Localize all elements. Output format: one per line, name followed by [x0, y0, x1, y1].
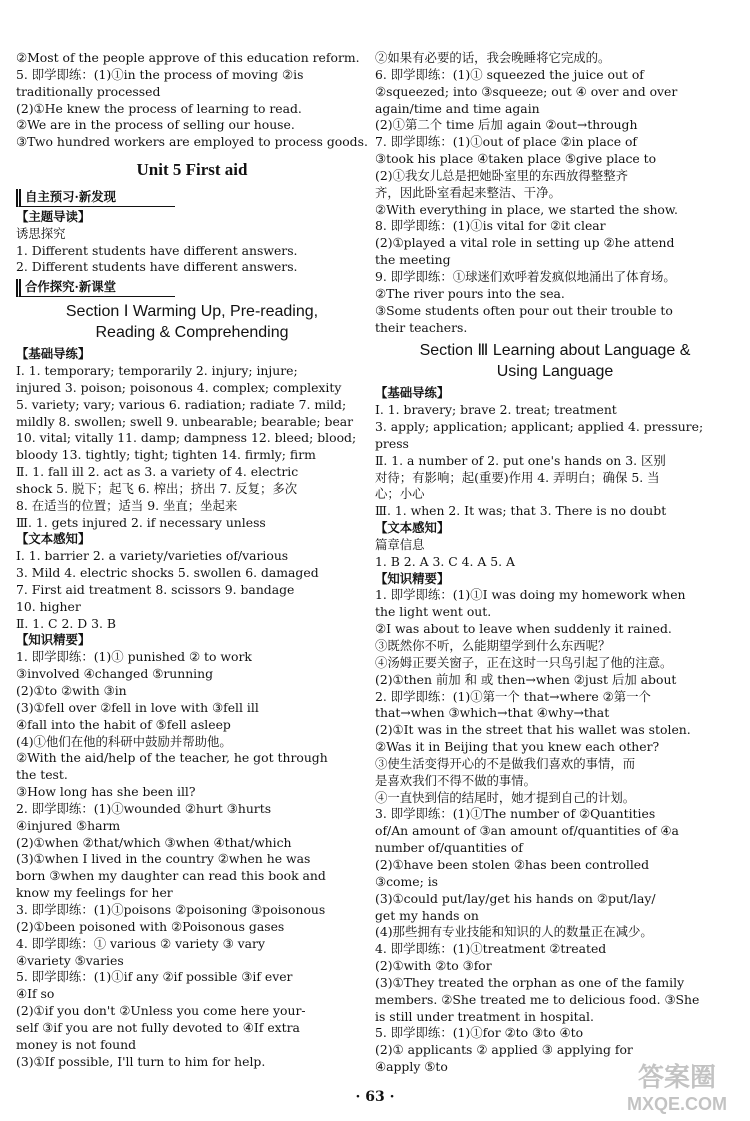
- text-line: money is not found: [16, 1036, 137, 1052]
- text-line: Ⅲ. 1. gets injured 2. if necessary unless: [16, 514, 266, 530]
- text-line: 1. Different students have different answers.: [16, 242, 298, 258]
- text-line: 诱思探究: [16, 225, 66, 241]
- text-line: ②I was about to leave when suddenly it rained.: [375, 621, 672, 637]
- text-line: the light went out.: [375, 604, 492, 620]
- text-line: 1. B 2. A 3. C 4. A 5. A: [375, 553, 515, 569]
- text-line: again/time and time again: [375, 100, 540, 116]
- text-line: 2. 即学即练：(1)①wounded ②hurt ③hurts: [16, 800, 272, 816]
- text-line: ③Two hundred workers are employed to process goods.: [16, 134, 368, 150]
- text-line: 【文本感知】: [16, 531, 91, 547]
- text-line: that→when ③which→that ④why→that: [375, 705, 610, 721]
- text-line: 3. apply; application; applicant; applied 4. pressure;: [375, 419, 704, 435]
- text-line: ④injured ⑤harm: [16, 817, 121, 833]
- text-line: of/An amount of ③an amount of/quantities of ④a: [375, 823, 679, 839]
- text-line: 10. higher: [16, 598, 81, 614]
- text-line: Ⅱ. 1. fall ill 2. act as 3. a variety of 4. electric: [16, 464, 299, 480]
- text-line: (3)①If possible, I'll turn to him for help.: [16, 1053, 266, 1069]
- text-line: (2)①then 前加 和 或 then→when ②just 后加 about: [375, 671, 677, 687]
- text-line: 1. 即学即练：(1)① punished ② to work: [16, 649, 252, 665]
- text-line: 5. 即学即练：(1)①for ②to ③to ④to: [375, 1025, 584, 1041]
- text-line: 是喜欢我们不得不做的事情。: [375, 772, 537, 788]
- text-line: 心；小心: [375, 486, 425, 502]
- text-line: (2)①第二个 time 后加 again ②out→through: [375, 117, 638, 133]
- text-line: ②With everything in place, we started the show.: [375, 201, 678, 217]
- text-line: ④fall into the habit of ⑤fell asleep: [16, 716, 231, 732]
- text-line: 【知识精要】: [16, 632, 91, 648]
- text-line: traditionally processed: [16, 83, 161, 99]
- text-line: 【文本感知】: [375, 520, 450, 536]
- text-line: 5. 即学即练：(1)①if any ②if possible ③if ever: [16, 969, 293, 985]
- text-line: ②Was it in Beijing that you knew each other?: [375, 739, 660, 755]
- text-line: the test.: [16, 767, 68, 783]
- text-line: bloody 13. tightly; tight; tighten 14. firmly; firm: [16, 447, 316, 463]
- text-line: 7. 即学即练：(1)①out of place ②in place of: [375, 134, 638, 150]
- text-line: self ③if you are not fully devoted to ④If extra: [16, 1019, 300, 1035]
- text-line: 5. 即学即练：(1)①in the process of moving ②is: [16, 66, 304, 82]
- text-line: ③took his place ④taken place ⑤give place to: [375, 151, 657, 167]
- text-line: 【基础导练】: [16, 346, 91, 362]
- text-line: 【主题导读】: [16, 208, 91, 224]
- text-line: 3. 即学即练：(1)①The number of ②Quantities: [375, 806, 656, 822]
- text-line: members. ②She treated me to delicious food. ③She: [375, 991, 700, 1007]
- text-line: 6. 即学即练：(1)① squeezed the juice out of: [375, 66, 644, 82]
- text-line: 2. Different students have different answers.: [16, 259, 298, 275]
- answer-block-continued-right: [375, 50, 735, 336]
- text-line: ④汤姆正要关窗子，正在这时一只鸟引起了他的注意。: [375, 654, 673, 670]
- text-line: (3)①could put/lay/get his hands on ②put/lay/: [375, 890, 656, 906]
- text-line: 10. vital; vitally 11. damp; dampness 12. bleed; blood;: [16, 430, 357, 446]
- text-line: get my hands on: [375, 907, 479, 923]
- section-one-title-line1: Section Ⅰ Warming Up, Pre-reading,: [65, 303, 319, 321]
- text-line: ④variety ⑤varies: [16, 952, 124, 968]
- text-line: (3)①when I lived in the country ②when he was: [16, 851, 311, 867]
- right-column: [375, 50, 735, 1076]
- text-line: 8. 即学即练：(1)①is vital for ②it clear: [375, 218, 606, 234]
- page-number: · 63 ·: [355, 1089, 395, 1105]
- text-line: (2)①He knew the process of learning to read.: [16, 100, 302, 116]
- section-three-title-line1: Section Ⅲ Learning about Language &: [419, 342, 691, 360]
- section-one-answers: [16, 346, 368, 1070]
- text-line: ②如果有必要的话，我会晚睡将它完成的。: [375, 50, 611, 65]
- text-line: (2)①when ②that/which ③when ④that/which: [16, 834, 292, 850]
- text-line: 4. 即学即练：(1)①treatment ②treated: [375, 941, 607, 957]
- text-line: 7. First aid treatment 8. scissors 9. bandage: [16, 581, 295, 597]
- text-line: (2)①if you don't ②Unless you come here your-: [16, 1003, 306, 1019]
- section-banner-preview: 自主预习·新发现: [16, 189, 175, 207]
- text-line: 【知识精要】: [375, 570, 450, 586]
- text-line: ③使生活变得开心的不是做我们喜欢的事情，而: [375, 755, 636, 771]
- text-line: ③involved ④changed ⑤running: [16, 666, 214, 682]
- unit-title: Unit 5 First aid: [136, 160, 248, 180]
- section-one-title: [16, 301, 368, 343]
- text-line: born ③when my daughter can read this book and: [16, 868, 326, 884]
- text-line: number of/quantities of: [375, 840, 523, 856]
- text-line: (2)①It was in the street that his wallet was stolen.: [375, 722, 691, 738]
- text-line: ③Some students often pour out their trouble to: [375, 302, 673, 318]
- text-line: 篇章信息: [375, 536, 425, 552]
- text-line: Ⅰ. 1. temporary; temporarily 2. injury; injure;: [16, 362, 298, 378]
- text-line: (2)①have been stolen ②has been controlled: [375, 856, 650, 872]
- text-line: (2)①been poisoned with ②Poisonous gases: [16, 918, 285, 934]
- text-line: mildly 8. swollen; swell 9. unbearable; bearable; bear: [16, 413, 354, 429]
- text-line: ③come; is: [375, 873, 439, 889]
- text-line: (4)①他们在他的科研中鼓励并帮助他。: [16, 733, 232, 749]
- text-line: injured 3. poison; poisonous 4. complex; complexity: [16, 379, 342, 395]
- section-one-title-line2: Reading & Comprehending: [95, 324, 289, 342]
- text-line: 对待；有影响；起(重要)作用 4. 弄明白；确保 5. 当: [375, 469, 660, 485]
- text-line: ④If so: [16, 986, 55, 1002]
- watermark-text-bottom: MXQE.COM: [626, 1094, 728, 1114]
- text-line: 1. 即学即练：(1)①I was doing my homework when: [375, 587, 686, 603]
- section-banner-cooperative: 合作探究·新课堂: [16, 279, 175, 297]
- text-line: (2)①我女儿总是把她卧室里的东西放得整整齐: [375, 167, 628, 183]
- text-line: (3)①fell over ②fell in love with ③fell ill: [16, 699, 259, 715]
- text-line: ③既然你不听，么能期望学到什么东西呢？: [375, 638, 611, 653]
- text-line: ②Most of the people approve of this education reform.: [16, 50, 360, 65]
- text-line: (2)①with ②to ③for: [375, 958, 492, 974]
- text-line: Ⅱ. 1. C 2. D 3. B: [16, 615, 116, 631]
- text-line: (4)那些拥有专业技能和知识的人的数量正在减少。: [375, 924, 653, 940]
- text-line: 3. Mild 4. electric shocks 5. swollen 6. damaged: [16, 565, 319, 581]
- text-line: (2)①played a vital role in setting up ②he attend: [375, 235, 675, 251]
- text-line: ③How long has she been ill?: [16, 784, 196, 800]
- answer-block-continued: [16, 50, 368, 151]
- text-line: 3. 即学即练：(1)①poisons ②poisoning ③poisonous: [16, 901, 326, 917]
- text-line: Ⅱ. 1. a number of 2. put one's hands on 3. 区别: [375, 452, 666, 468]
- text-line: ②With the aid/help of the teacher, he got through: [16, 750, 328, 766]
- text-line: is still under treatment in hospital.: [375, 1008, 594, 1024]
- text-line: 2. 即学即练：(1)①第一个 that→where ②第一个: [375, 688, 651, 704]
- text-line: 【基础导练】: [375, 385, 450, 401]
- text-line: ④一直快到信的结尾时，她才提到自己的计划。: [375, 789, 636, 805]
- section-three-title: [375, 340, 735, 382]
- text-line: 9. 即学即练：①球迷们欢呼着发疯似地涌出了体育场。: [375, 268, 676, 284]
- text-line: 8. 在适当的位置；适当 9. 坐直；坐起来: [16, 497, 238, 513]
- text-line: the meeting: [375, 252, 451, 268]
- text-line: Ⅰ. 1. bravery; brave 2. treat; treatment: [375, 402, 617, 418]
- section-three-title-line2: Using Language: [496, 363, 614, 381]
- watermark-text-top: 答案圈: [637, 1062, 717, 1092]
- text-line: (2)① applicants ② applied ③ applying for: [375, 1042, 633, 1058]
- text-line: know my feelings for her: [16, 885, 173, 901]
- text-line: ②We are in the process of selling our house.: [16, 117, 295, 133]
- text-line: their teachers.: [375, 319, 468, 335]
- text-line: Ⅲ. 1. when 2. It was; that 3. There is no doubt: [375, 503, 667, 519]
- text-line: ④apply ⑤to: [375, 1059, 448, 1075]
- text-line: 5. variety; vary; various 6. radiation; radiate 7. mild;: [16, 396, 347, 412]
- text-line: 齐，因此卧室看起来整洁、干净。: [375, 184, 561, 200]
- watermark-logo: [612, 1058, 742, 1116]
- text-line: ②The river pours into the sea.: [375, 285, 565, 301]
- left-column: [16, 50, 368, 1070]
- section-three-answers: [375, 385, 735, 1076]
- text-line: press: [375, 435, 409, 451]
- text-line: ②squeezed; into ③squeeze; out ④ over and over: [375, 83, 678, 99]
- text-line: Ⅰ. 1. barrier 2. a variety/varieties of/various: [16, 548, 289, 564]
- text-line: shock 5. 脱下；起飞 6. 榨出；挤出 7. 反复；多次: [16, 480, 298, 496]
- text-line: (3)①They treated the orphan as one of the family: [375, 974, 685, 990]
- text-line: (2)①to ②with ③in: [16, 683, 127, 698]
- text-line: 4. 即学即练：① various ② variety ③ vary: [16, 935, 265, 951]
- theme-guide-block: [16, 209, 368, 276]
